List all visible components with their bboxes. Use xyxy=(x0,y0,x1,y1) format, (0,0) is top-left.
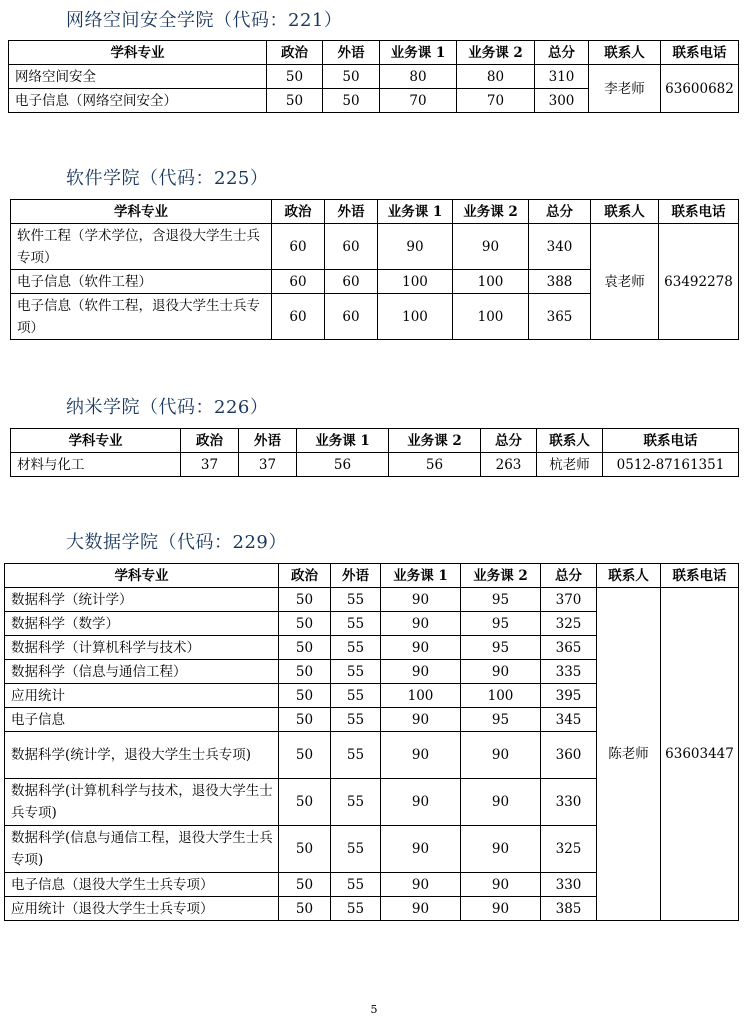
cell-total: 365 xyxy=(529,294,591,340)
header-course2: 业务课 2 xyxy=(457,41,535,65)
cell-language: 50 xyxy=(323,65,380,89)
header-contact: 联系人 xyxy=(589,41,661,65)
table-row xyxy=(11,453,739,477)
header-politics: 政治 xyxy=(279,564,331,588)
cell-major: 网络空间安全 xyxy=(9,65,267,89)
cell-total: 330 xyxy=(541,779,597,826)
cell-politics: 50 xyxy=(279,873,331,897)
cell-course1: 90 xyxy=(381,588,461,612)
section-title: 纳米学院（代码：226） xyxy=(66,397,269,418)
cell-language: 55 xyxy=(331,612,381,636)
cell-total: 365 xyxy=(541,636,597,660)
header-course2: 业务课 2 xyxy=(461,564,541,588)
cell-language: 55 xyxy=(331,779,381,826)
cell-language: 37 xyxy=(239,453,297,477)
header-major: 学科专业 xyxy=(9,41,267,65)
header-course1: 业务课 1 xyxy=(378,200,453,224)
cell-course1: 100 xyxy=(378,294,453,340)
cell-language: 55 xyxy=(331,897,381,921)
cell-major: 数据科学(信息与通信工程，退役大学生士兵专项) xyxy=(5,826,279,873)
table-header-row xyxy=(11,200,739,224)
header-course1: 业务课 1 xyxy=(381,564,461,588)
cell-politics: 37 xyxy=(181,453,239,477)
cell-course2: 70 xyxy=(457,89,535,113)
cell-language: 55 xyxy=(331,660,381,684)
header-phone: 联系电话 xyxy=(661,564,739,588)
header-phone: 联系电话 xyxy=(659,200,739,224)
cell-language: 50 xyxy=(323,89,380,113)
cell-course1: 56 xyxy=(297,453,389,477)
cell-contact: 李老师 xyxy=(589,65,661,113)
cell-politics: 50 xyxy=(279,708,331,732)
section-title: 软件学院（代码：225） xyxy=(66,168,269,189)
cell-total: 385 xyxy=(541,897,597,921)
cell-politics: 50 xyxy=(279,732,331,779)
cell-major: 数据科学（数学） xyxy=(5,612,279,636)
cell-total: 360 xyxy=(541,732,597,779)
header-politics: 政治 xyxy=(272,200,325,224)
cell-course2: 90 xyxy=(453,224,529,270)
cell-politics: 50 xyxy=(279,612,331,636)
cell-major: 应用统计 xyxy=(5,684,279,708)
cell-total: 370 xyxy=(541,588,597,612)
cell-contact: 杭老师 xyxy=(537,453,603,477)
cell-major: 数据科学(计算机科学与技术，退役大学生士兵专项) xyxy=(5,779,279,826)
cell-major: 电子信息（退役大学生士兵专项） xyxy=(5,873,279,897)
cell-politics: 50 xyxy=(279,779,331,826)
cell-total: 330 xyxy=(541,873,597,897)
cell-course2: 95 xyxy=(461,636,541,660)
cell-politics: 50 xyxy=(279,897,331,921)
cell-major: 材料与化工 xyxy=(11,453,181,477)
cell-major: 应用统计（退役大学生士兵专项） xyxy=(5,897,279,921)
cell-course1: 90 xyxy=(381,708,461,732)
cell-course1: 90 xyxy=(378,224,453,270)
header-major: 学科专业 xyxy=(5,564,279,588)
cell-total: 310 xyxy=(535,65,589,89)
cell-total: 263 xyxy=(481,453,537,477)
header-major: 学科专业 xyxy=(11,429,181,453)
header-contact: 联系人 xyxy=(597,564,661,588)
cell-course1: 90 xyxy=(381,660,461,684)
cell-course2: 95 xyxy=(461,588,541,612)
cell-language: 60 xyxy=(325,270,378,294)
table-header-row xyxy=(11,429,739,453)
cell-language: 55 xyxy=(331,588,381,612)
header-course1: 业务课 1 xyxy=(380,41,457,65)
cell-course2: 56 xyxy=(389,453,481,477)
cell-course2: 90 xyxy=(461,897,541,921)
cell-course2: 95 xyxy=(461,612,541,636)
cell-politics: 60 xyxy=(272,270,325,294)
cell-major: 电子信息（软件工程，退役大学生士兵专项） xyxy=(11,294,272,340)
cell-course1: 90 xyxy=(381,636,461,660)
cell-major: 数据科学（信息与通信工程） xyxy=(5,660,279,684)
cell-contact: 陈老师 xyxy=(597,588,661,921)
header-language: 外语 xyxy=(325,200,378,224)
cell-phone: 63492278 xyxy=(659,224,739,340)
cell-language: 55 xyxy=(331,684,381,708)
cell-course2: 100 xyxy=(453,270,529,294)
cell-phone: 0512-87161351 xyxy=(603,453,739,477)
cell-language: 55 xyxy=(331,636,381,660)
score-table xyxy=(4,563,739,921)
cell-course2: 100 xyxy=(461,684,541,708)
page-number: 5 xyxy=(370,1003,378,1016)
cell-language: 55 xyxy=(331,826,381,873)
cell-course2: 90 xyxy=(461,732,541,779)
cell-politics: 50 xyxy=(279,660,331,684)
header-language: 外语 xyxy=(323,41,380,65)
cell-course1: 70 xyxy=(380,89,457,113)
cell-course1: 90 xyxy=(381,732,461,779)
table-row xyxy=(9,65,739,89)
table-row xyxy=(11,224,739,270)
cell-politics: 50 xyxy=(267,89,323,113)
cell-course2: 90 xyxy=(461,660,541,684)
cell-language: 55 xyxy=(331,708,381,732)
cell-total: 345 xyxy=(541,708,597,732)
header-course1: 业务课 1 xyxy=(297,429,389,453)
table-header-row xyxy=(9,41,739,65)
cell-major: 电子信息（网络空间安全） xyxy=(9,89,267,113)
cell-course1: 90 xyxy=(381,779,461,826)
header-politics: 政治 xyxy=(181,429,239,453)
cell-language: 55 xyxy=(331,732,381,779)
header-contact: 联系人 xyxy=(591,200,659,224)
cell-total: 340 xyxy=(529,224,591,270)
header-total: 总分 xyxy=(529,200,591,224)
cell-major: 电子信息（软件工程） xyxy=(11,270,272,294)
cell-politics: 50 xyxy=(279,684,331,708)
cell-major: 数据科学（统计学） xyxy=(5,588,279,612)
cell-major: 数据科学(统计学，退役大学生士兵专项) xyxy=(5,732,279,779)
cell-politics: 50 xyxy=(267,65,323,89)
cell-course2: 100 xyxy=(453,294,529,340)
score-table xyxy=(10,199,739,340)
score-table xyxy=(10,428,739,477)
cell-course2: 95 xyxy=(461,708,541,732)
cell-course1: 90 xyxy=(381,873,461,897)
header-course2: 业务课 2 xyxy=(389,429,481,453)
cell-phone: 63603447 xyxy=(661,588,739,921)
section-title: 大数据学院（代码：229） xyxy=(66,532,287,553)
cell-total: 395 xyxy=(541,684,597,708)
header-course2: 业务课 2 xyxy=(453,200,529,224)
score-table xyxy=(8,40,739,113)
cell-course1: 80 xyxy=(380,65,457,89)
header-major: 学科专业 xyxy=(11,200,272,224)
cell-course1: 90 xyxy=(381,826,461,873)
header-phone: 联系电话 xyxy=(603,429,739,453)
cell-politics: 50 xyxy=(279,588,331,612)
cell-total: 388 xyxy=(529,270,591,294)
cell-politics: 60 xyxy=(272,224,325,270)
table-header-row xyxy=(5,564,739,588)
cell-course1: 100 xyxy=(381,684,461,708)
cell-course2: 90 xyxy=(461,826,541,873)
header-total: 总分 xyxy=(541,564,597,588)
header-politics: 政治 xyxy=(267,41,323,65)
cell-major: 电子信息 xyxy=(5,708,279,732)
section-title: 网络空间安全学院（代码：221） xyxy=(66,10,343,31)
header-language: 外语 xyxy=(239,429,297,453)
cell-politics: 50 xyxy=(279,636,331,660)
cell-language: 60 xyxy=(325,224,378,270)
cell-course2: 90 xyxy=(461,873,541,897)
cell-language: 55 xyxy=(331,873,381,897)
cell-total: 325 xyxy=(541,612,597,636)
cell-contact: 袁老师 xyxy=(591,224,659,340)
cell-major: 软件工程（学术学位，含退役大学生士兵专项） xyxy=(11,224,272,270)
cell-major: 数据科学（计算机科学与技术） xyxy=(5,636,279,660)
cell-language: 60 xyxy=(325,294,378,340)
header-contact: 联系人 xyxy=(537,429,603,453)
cell-total: 325 xyxy=(541,826,597,873)
header-total: 总分 xyxy=(535,41,589,65)
cell-course2: 90 xyxy=(461,779,541,826)
cell-course2: 80 xyxy=(457,65,535,89)
cell-politics: 60 xyxy=(272,294,325,340)
cell-total: 335 xyxy=(541,660,597,684)
cell-phone: 63600682 xyxy=(661,65,739,113)
cell-total: 300 xyxy=(535,89,589,113)
header-phone: 联系电话 xyxy=(661,41,739,65)
cell-course1: 100 xyxy=(378,270,453,294)
cell-politics: 50 xyxy=(279,826,331,873)
cell-course1: 90 xyxy=(381,897,461,921)
cell-course1: 90 xyxy=(381,612,461,636)
header-total: 总分 xyxy=(481,429,537,453)
table-row xyxy=(5,588,739,612)
header-language: 外语 xyxy=(331,564,381,588)
